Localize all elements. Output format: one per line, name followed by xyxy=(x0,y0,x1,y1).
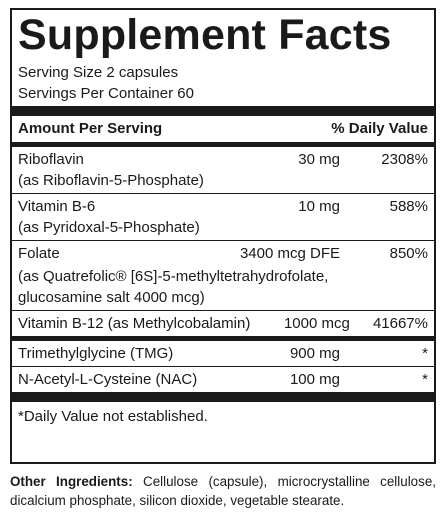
supplement-facts-panel xyxy=(10,8,436,464)
thick-divider xyxy=(12,106,434,116)
nutrient-name: N-Acetyl-L-Cysteine (NAC) xyxy=(18,371,198,388)
serving-size: Serving Size 2 capsules xyxy=(18,64,179,81)
header-daily-value: % Daily Value xyxy=(331,120,428,137)
nutrient-amount: 900 mg xyxy=(289,345,340,362)
nutrient-daily-value: 850% xyxy=(389,245,428,262)
column-header xyxy=(18,116,428,142)
nutrient-amount: 1000 mcg xyxy=(283,315,350,332)
other-ingredients-text: Cellulose (capsule), microcrystalline cellulose, dicalcium phosphate, silicon dioxide, vegetable stearate. xyxy=(10,474,436,508)
header-amount-per-serving: Amount Per Serving xyxy=(18,120,163,137)
nutrient-daily-value: 2308% xyxy=(381,151,428,168)
nutrient-row-riboflavin xyxy=(18,147,428,170)
nutrient-name: Trimethylglycine (TMG) xyxy=(18,345,174,362)
nutrient-amount: 100 mg xyxy=(289,371,340,388)
nutrient-daily-value: * xyxy=(422,345,428,362)
servings-per-container: Servings Per Container 60 xyxy=(18,85,194,102)
nutrient-row-nac xyxy=(18,367,428,392)
nutrient-source-cont: glucosamine salt 4000 mcg) xyxy=(18,289,205,306)
nutrient-name: Riboflavin xyxy=(18,151,84,168)
nutrient-name: Folate xyxy=(18,245,60,262)
nutrient-name: Vitamin B-12 (as Methylcobalamin) xyxy=(18,315,251,332)
nutrient-daily-value: 41667% xyxy=(372,315,428,332)
nutrient-row-vitamin-b12 xyxy=(18,311,428,336)
nutrient-source: (as Quatrefolic® [6S]-5-methyltetrahydrofolate, xyxy=(18,268,329,285)
other-ingredients-label: Other Ingredients: xyxy=(10,474,133,489)
nutrient-row-vitamin-b6 xyxy=(18,194,428,217)
daily-value-footnote: *Daily Value not established. xyxy=(18,408,208,425)
thick-divider xyxy=(12,392,434,402)
other-ingredients xyxy=(10,472,436,510)
nutrient-row-folate xyxy=(18,241,428,264)
nutrient-amount: 3400 mcg DFE xyxy=(239,245,340,262)
nutrient-row-tmg xyxy=(18,341,428,366)
nutrient-amount: 30 mg xyxy=(298,151,340,168)
nutrient-amount: 10 mg xyxy=(298,198,340,215)
panel-title: Supplement Facts xyxy=(18,11,392,59)
nutrient-source: (as Pyridoxal-5-Phosphate) xyxy=(18,219,200,236)
nutrient-daily-value: * xyxy=(422,371,428,388)
nutrient-daily-value: 588% xyxy=(389,198,428,215)
nutrient-source: (as Riboflavin-5-Phosphate) xyxy=(18,172,204,189)
nutrient-name: Vitamin B-6 xyxy=(18,198,96,215)
